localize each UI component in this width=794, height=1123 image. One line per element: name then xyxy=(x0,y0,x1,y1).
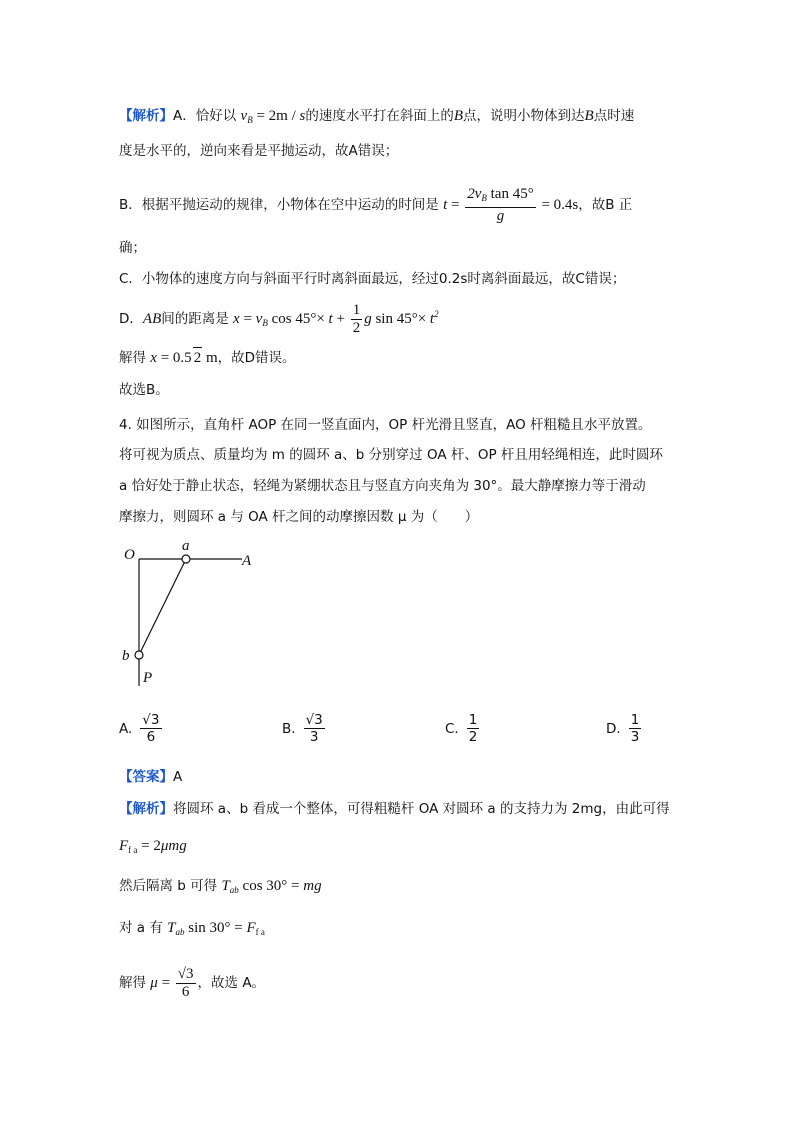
label-b: b xyxy=(122,648,130,664)
analysis1-line6: D．AB间的距离是 $x = v_B$ cos 45°× t + $\frac{1}{2}$ g $\sin 45^\circ\times t^2$ xyxy=(119,302,439,336)
analysis1-line2: 度是水平的，逆向来看是平抛运动，故A错误； xyxy=(119,143,399,159)
answer-line xyxy=(119,767,182,787)
label-O: O xyxy=(124,547,135,563)
question4-line4: 摩擦力，则圆环 a 与 OA 杆之间的动摩擦因数 μ 为（ ） xyxy=(119,509,479,525)
formula-mu: μ = $\frac{√3}{6}$ xyxy=(150,966,194,1000)
analysis1-line8: 故选B。 xyxy=(119,382,169,398)
analysis1-line7: 解得 x = 0.5 2 m，故D错误。 xyxy=(119,347,296,368)
answer-value: A xyxy=(173,769,183,785)
option-c: C. $\frac{1}{2}$ xyxy=(445,712,478,745)
analysis2-line4: 对 a 有 $T_{ab}$ $\sin 30^\circ = F_{f a}$ xyxy=(119,920,265,937)
analysis-tag: 【解析】 xyxy=(119,108,173,124)
analysis2-line1: 【解析】将圆环 a、b 看成一个整体，可得粗糙杆 OA 对圆环 a 的支持力为 2mg，由此可得 xyxy=(119,801,670,817)
option-d: D. $\frac{1}{3}$ xyxy=(606,712,640,745)
analysis1-line1: 【解析】A．恰好以 $v_B = 2m / s$的速度水平打在斜面上的B点，说明小物体到达B点时速 xyxy=(119,108,635,125)
analysis1-line3: B．根据平抛运动的规律，小物体在空中运动的时间是 t = $\frac{2v_B \tan 45^\circ}{g}$ = 0.4s，故B 正 xyxy=(119,186,633,224)
formula-x-result: x = 0.5 2 m xyxy=(150,350,217,366)
question4-line2: 将可视为质点、质量均为 m 的圆环 a、b 分别穿过 OA 杆、OP 杆且用轻绳相连，此时圆环 xyxy=(119,447,663,463)
question4-line3: a 恰好处于静止状态，轻绳为紧绷状态且与竖直方向夹角为 30°。最大静摩擦力等于滑动 xyxy=(119,478,646,494)
analysis2-line5: 解得 μ = $\frac{√3}{6}$ ，故选 A。 xyxy=(119,966,266,1000)
formula-time: t = $\frac{2v_B \tan 45^\circ}{g}$ = 0.4s xyxy=(443,186,579,224)
analysis-tag: 【解析】 xyxy=(119,801,173,817)
formula-vb: $v_B = 2m / s$ xyxy=(240,108,306,125)
ring-b xyxy=(135,651,143,659)
formula-distance: $x = v_B$ cos 45°× t + $\frac{1}{2}$ g $\sin 45^\circ\times t^2$ xyxy=(233,302,439,336)
question4-figure xyxy=(118,536,268,692)
analysis2-line3: 然后隔离 b 可得 $T_{ab}$ cos 30° = mg xyxy=(119,878,322,895)
option-b: B. $\frac{√3}{3}$ xyxy=(282,712,323,745)
analysis1-line4: 确； xyxy=(119,240,146,256)
rope-ab xyxy=(139,559,186,655)
ring-a xyxy=(182,555,190,563)
label-A: A xyxy=(242,553,252,569)
label-a: a xyxy=(182,538,190,554)
answer-tag: 【答案】 xyxy=(119,769,173,785)
analysis2-line2 xyxy=(119,836,187,860)
formula-tension-cos: $T_{ab}$ cos 30° = mg xyxy=(221,878,322,895)
question4-line1: 4. 如图所示，直角杆 AOP 在同一竖直面内，OP 杆光滑且竖直，AO 杆粗糙且水平放置。 xyxy=(119,417,652,433)
formula-tension-sin: $T_{ab}$ $\sin 30^\circ = F_{f a}$ xyxy=(167,920,265,937)
analysis1-line5: C．小物体的速度方向与斜面平行时离斜面最远，经过0.2s时离斜面最远，故C错误； xyxy=(119,271,626,287)
formula-friction: $F_{f a} = 2\mu mg$ xyxy=(119,838,187,855)
label-P: P xyxy=(143,670,153,686)
option-a: A. $\frac{√3}{6}$ xyxy=(119,712,160,745)
